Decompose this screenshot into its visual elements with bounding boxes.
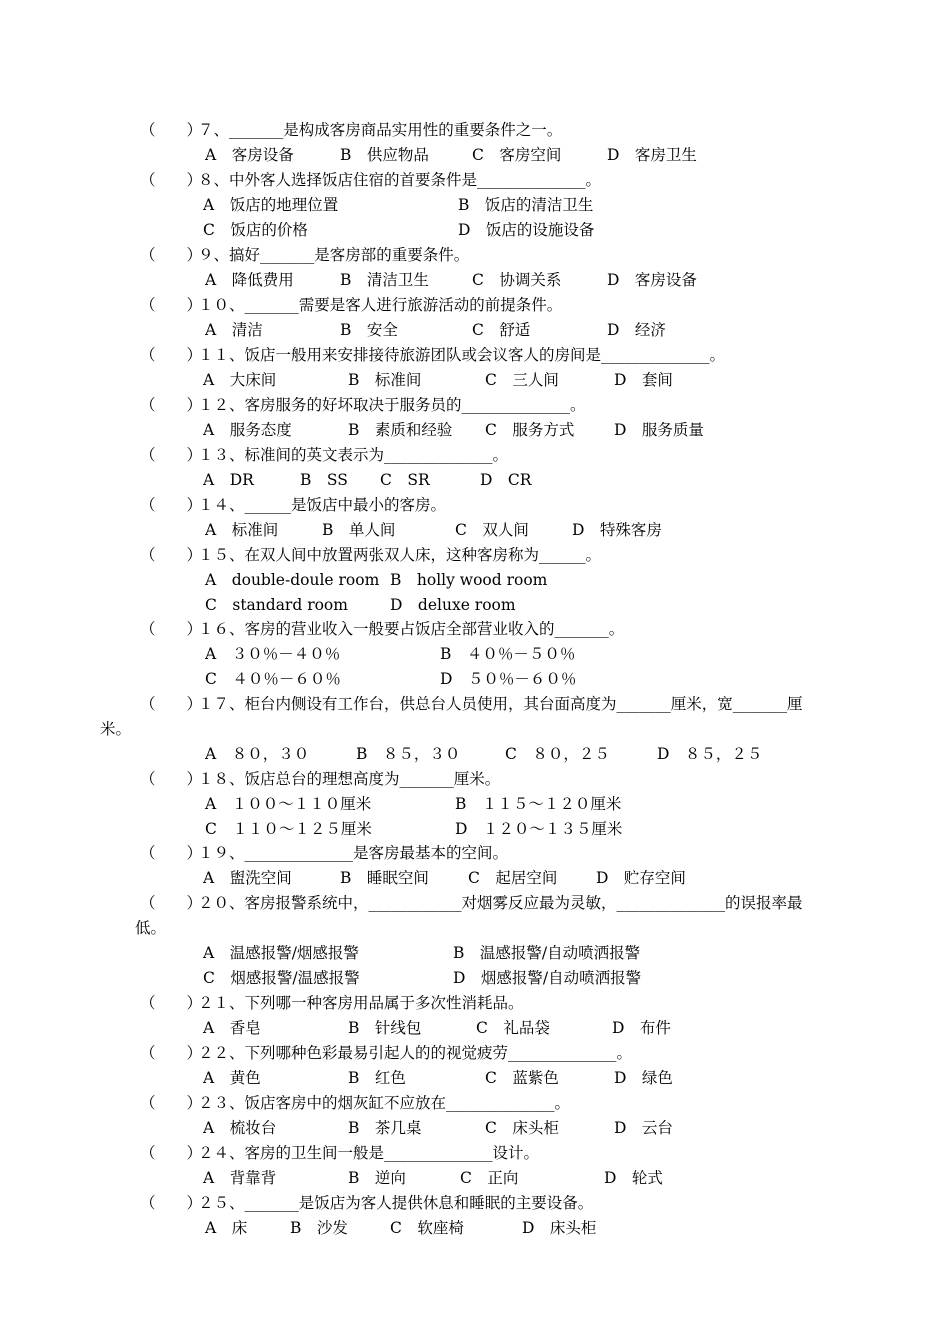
answer-option: D 特殊客房 bbox=[572, 521, 662, 539]
answer-option: C １１０～１２５厘米 bbox=[205, 820, 372, 838]
answer-parentheses: （ ） bbox=[140, 246, 203, 264]
question-stem bbox=[140, 843, 508, 863]
question-text: ２２、下列哪种色彩最易引起人的的视觉疲劳______________。 bbox=[198, 1044, 633, 1062]
answer-option: D 服务质量 bbox=[614, 421, 704, 439]
answer-option: B 饭店的清洁卫生 bbox=[458, 196, 594, 214]
answer-option: C 礼品袋 bbox=[476, 1019, 550, 1037]
question-text: １７、柜台内侧设有工作台，供总台人员使用，其台面高度为_______厘米，宽_______厘 bbox=[198, 695, 803, 713]
answer-option: C 服务方式 bbox=[485, 421, 575, 439]
question-stem bbox=[140, 345, 725, 365]
answer-parentheses: （ ） bbox=[140, 346, 203, 364]
answer-option: D CR bbox=[480, 471, 532, 489]
question-stem bbox=[140, 120, 562, 140]
answer-option: A 床 bbox=[205, 1219, 248, 1237]
question-stem bbox=[140, 1043, 632, 1063]
question-text: １０、_______需要是客人进行旅游活动的前提条件。 bbox=[198, 296, 563, 314]
question-stem bbox=[140, 1193, 593, 1213]
answer-option: B １１５～１２０厘米 bbox=[455, 795, 622, 813]
answer-parentheses: （ ） bbox=[140, 770, 203, 788]
answer-option: C 饭店的价格 bbox=[203, 221, 308, 239]
answer-option: C 蓝紫色 bbox=[485, 1069, 559, 1087]
answer-option: D 贮存空间 bbox=[596, 869, 686, 887]
answer-option: D deluxe room bbox=[390, 596, 516, 614]
answer-option: A 梳妆台 bbox=[203, 1119, 277, 1137]
answer-option: A ３０％－４０％ bbox=[205, 645, 341, 663]
answer-option: B ８５，３０ bbox=[356, 745, 461, 763]
answer-option: A 温感报警/烟感报警 bbox=[203, 944, 359, 962]
answer-option: D 烟感报警/自动喷洒报警 bbox=[453, 969, 642, 987]
answer-option: D 布件 bbox=[612, 1019, 671, 1037]
question-text: ９、搞好_______是客房部的重要条件。 bbox=[198, 246, 470, 264]
answer-option: A 大床间 bbox=[203, 371, 277, 389]
answer-parentheses: （ ） bbox=[140, 844, 203, 862]
question-text: １８、饭店总台的理想高度为_______厘米。 bbox=[198, 770, 501, 788]
question-text-continuation: 米。 bbox=[100, 720, 132, 738]
answer-option: B 睡眠空间 bbox=[340, 869, 429, 887]
answer-option: A 饭店的地理位置 bbox=[203, 196, 339, 214]
answer-option: C 烟感报警/温感报警 bbox=[203, 969, 360, 987]
question-stem bbox=[140, 769, 500, 789]
answer-option: D 床头柜 bbox=[522, 1219, 597, 1237]
answer-parentheses: （ ） bbox=[140, 1194, 203, 1212]
answer-option: B SS bbox=[300, 471, 348, 489]
answer-option: C 起居空间 bbox=[468, 869, 558, 887]
answer-option: C 客房空间 bbox=[472, 146, 562, 164]
answer-option: B 清洁卫生 bbox=[340, 271, 429, 289]
answer-option: B ４０％－５０％ bbox=[440, 645, 576, 663]
answer-option: A 客房设备 bbox=[205, 146, 294, 164]
answer-option: A 清洁 bbox=[205, 321, 263, 339]
answer-option: A 背靠背 bbox=[203, 1169, 277, 1187]
answer-parentheses: （ ） bbox=[140, 171, 203, 189]
question-stem bbox=[140, 295, 562, 315]
answer-option: B 安全 bbox=[340, 321, 398, 339]
question-stem bbox=[140, 395, 586, 415]
answer-option: D 客房设备 bbox=[607, 271, 697, 289]
question-text: ２３、饭店客房中的烟灰缸不应放在______________。 bbox=[198, 1094, 571, 1112]
answer-option: B 红色 bbox=[348, 1069, 406, 1087]
question-stem bbox=[140, 245, 469, 265]
answer-option: D 云台 bbox=[614, 1119, 673, 1137]
answer-option: C 三人间 bbox=[485, 371, 559, 389]
answer-option: C ４０％－６０％ bbox=[205, 670, 341, 688]
answer-option: D ８５，２５ bbox=[657, 745, 763, 763]
answer-option: B holly wood room bbox=[390, 571, 548, 589]
answer-option: A 降低费用 bbox=[205, 271, 294, 289]
question-stem bbox=[140, 619, 624, 639]
answer-option: B 逆向 bbox=[348, 1169, 406, 1187]
question-text: １１、饭店一般用来安排接待旅游团队或会议客人的房间是______________。 bbox=[198, 346, 726, 364]
answer-option: A 服务态度 bbox=[203, 421, 292, 439]
question-text: ２１、下列哪一种客房用品属于多次性消耗品。 bbox=[198, 994, 524, 1012]
answer-option: C ８０，２５ bbox=[505, 745, 610, 763]
answer-option: A 盥洗空间 bbox=[203, 869, 292, 887]
answer-parentheses: （ ） bbox=[140, 1144, 203, 1162]
question-text: ２５、_______是饭店为客人提供休息和睡眠的主要设备。 bbox=[198, 1194, 594, 1212]
question-stem bbox=[140, 694, 803, 714]
answer-option: D 轮式 bbox=[604, 1169, 663, 1187]
answer-option: A １００～１１０厘米 bbox=[205, 795, 372, 813]
answer-option: A double-doule room bbox=[205, 571, 380, 589]
answer-parentheses: （ ） bbox=[140, 121, 203, 139]
question-text: １９、______________是客房最基本的空间。 bbox=[198, 844, 509, 862]
answer-parentheses: （ ） bbox=[140, 396, 203, 414]
question-stem bbox=[140, 1093, 570, 1113]
answer-option: B 茶几桌 bbox=[348, 1119, 422, 1137]
answer-option: D 客房卫生 bbox=[607, 146, 697, 164]
question-stem bbox=[140, 170, 601, 190]
answer-parentheses: （ ） bbox=[140, 894, 203, 912]
answer-option: B 沙发 bbox=[290, 1219, 348, 1237]
answer-option: D 经济 bbox=[607, 321, 666, 339]
question-stem bbox=[140, 993, 524, 1013]
answer-option: C 软座椅 bbox=[390, 1219, 464, 1237]
question-stem bbox=[140, 445, 508, 465]
answer-option: B 素质和经验 bbox=[348, 421, 453, 439]
answer-option: B 温感报警/自动喷洒报警 bbox=[453, 944, 641, 962]
answer-option: B 单人间 bbox=[322, 521, 396, 539]
answer-option: D １２０～１３５厘米 bbox=[455, 820, 623, 838]
answer-option: B 供应物品 bbox=[340, 146, 429, 164]
answer-option: B 标准间 bbox=[348, 371, 422, 389]
answer-parentheses: （ ） bbox=[140, 446, 203, 464]
answer-parentheses: （ ） bbox=[140, 695, 203, 713]
answer-option: D 绿色 bbox=[614, 1069, 673, 1087]
answer-option: A 黄色 bbox=[203, 1069, 261, 1087]
question-stem bbox=[140, 495, 446, 515]
question-text: ８、中外客人选择饭店住宿的首要条件是______________。 bbox=[198, 171, 602, 189]
answer-option: C 正向 bbox=[460, 1169, 519, 1187]
answer-option: C 床头柜 bbox=[485, 1119, 559, 1137]
answer-option: D 套间 bbox=[614, 371, 673, 389]
answer-option: C 协调关系 bbox=[472, 271, 562, 289]
answer-parentheses: （ ） bbox=[140, 1094, 203, 1112]
answer-option: C 舒适 bbox=[472, 321, 531, 339]
question-stem bbox=[140, 893, 803, 913]
answer-parentheses: （ ） bbox=[140, 1044, 203, 1062]
question-stem bbox=[140, 1143, 539, 1163]
answer-parentheses: （ ） bbox=[140, 620, 203, 638]
answer-parentheses: （ ） bbox=[140, 994, 203, 1012]
answer-option: C 双人间 bbox=[455, 521, 529, 539]
question-text-continuation: 低。 bbox=[135, 919, 167, 937]
question-text: ２０、客房报警系统中，____________对烟雾反应最为灵敏，______________的误报率最 bbox=[198, 894, 803, 912]
answer-option: C standard room bbox=[205, 596, 348, 614]
answer-option: B 针线包 bbox=[348, 1019, 422, 1037]
answer-parentheses: （ ） bbox=[140, 546, 203, 564]
answer-parentheses: （ ） bbox=[140, 496, 203, 514]
answer-option: C SR bbox=[380, 471, 430, 489]
answer-option: A DR bbox=[203, 471, 254, 489]
answer-parentheses: （ ） bbox=[140, 296, 203, 314]
question-text: ７、_______是构成客房商品实用性的重要条件之一。 bbox=[198, 121, 563, 139]
question-text: １５、在双人间中放置两张双人床，这种客房称为______。 bbox=[198, 546, 602, 564]
question-text: １４、______是饭店中最小的客房。 bbox=[198, 496, 447, 514]
answer-option: A 标准间 bbox=[205, 521, 279, 539]
answer-option: A ８０，３０ bbox=[205, 745, 310, 763]
question-stem bbox=[140, 545, 601, 565]
question-text: １６、客房的营业收入一般要占饭店全部营业收入的_______。 bbox=[198, 620, 625, 638]
answer-option: D ５０％－６０％ bbox=[440, 670, 577, 688]
answer-option: D 饭店的设施设备 bbox=[458, 221, 595, 239]
question-text: １３、标准间的英文表示为______________。 bbox=[198, 446, 509, 464]
question-text: ２４、客房的卫生间一般是______________设计。 bbox=[198, 1144, 540, 1162]
answer-option: A 香皂 bbox=[203, 1019, 261, 1037]
question-text: １２、客房服务的好坏取决于服务员的______________。 bbox=[198, 396, 586, 414]
